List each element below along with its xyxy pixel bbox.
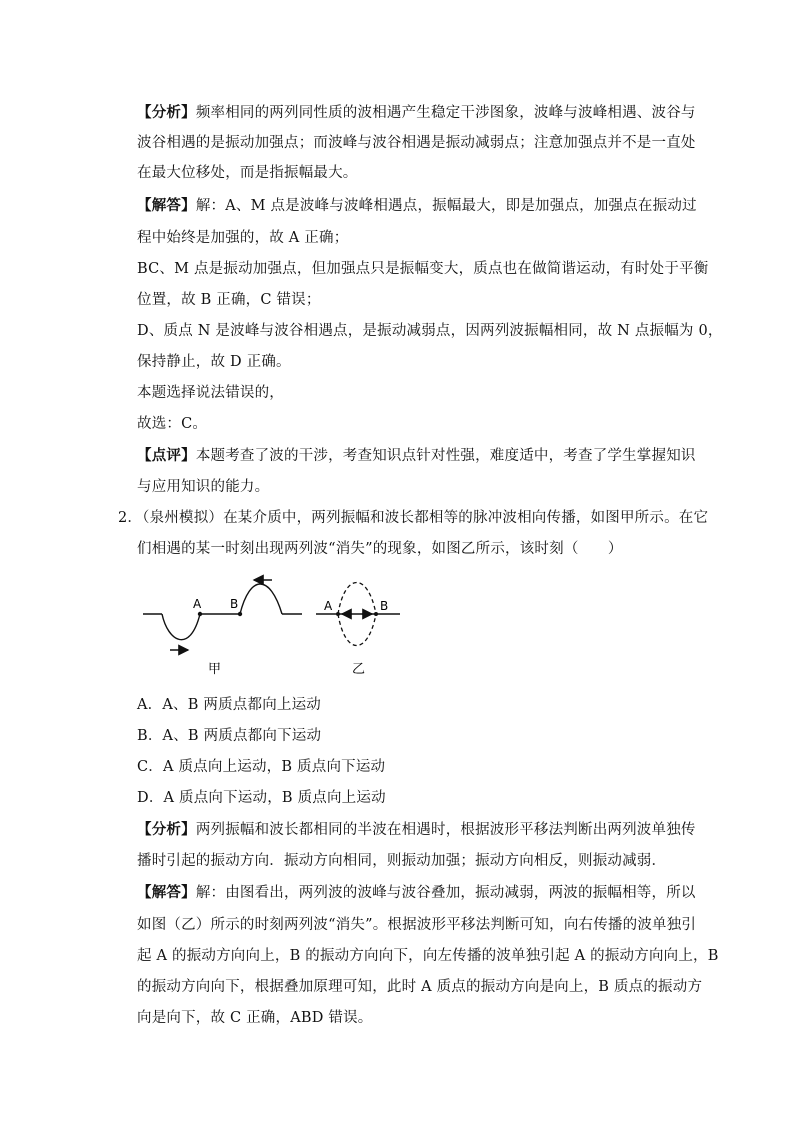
caption-jia: 甲 bbox=[208, 662, 222, 677]
figure-jia bbox=[143, 580, 302, 677]
question-text: （泉州模拟）在某介质中，两列振幅和波长都相等的脉冲波相向传播，如图甲所示。在它 bbox=[142, 510, 709, 526]
option-d: D．A 质点向下运动，B 质点向上运动 bbox=[137, 790, 386, 806]
label-b-yi: B bbox=[380, 599, 389, 613]
solution-1-line-3: BC、M 点是振动加强点，但加强点只是振幅变大，质点也在做简谐运动，有时处于平衡 bbox=[137, 261, 709, 277]
solution-2-line-4: 的振动方向向下，根据叠加原理可知，此时 A 质点的振动方向是向上，B 质点的振动方 bbox=[137, 979, 703, 995]
wave-figure-svg bbox=[140, 570, 410, 685]
solution-1-line-8: 故选：C。 bbox=[137, 416, 208, 432]
question-number: 2． bbox=[118, 510, 143, 526]
solution-tag: 【解答】 bbox=[137, 197, 196, 214]
solution-2-text: 解：由图看出，两列波的波峰与波谷叠加，振动减弱，两波的振幅相等，所以 bbox=[195, 885, 696, 901]
analysis-1-line-2: 波谷相遇的是振动加强点；而波峰与波谷相遇是振动减弱点；注意加强点并不是一直处 bbox=[137, 135, 696, 151]
label-a: A bbox=[193, 597, 202, 611]
option-c: C．A 质点向上运动，B 质点向下运动 bbox=[137, 759, 386, 775]
solution-1-line-6: 保持静止，故 D 正确。 bbox=[137, 354, 291, 370]
point-b-dot bbox=[238, 612, 242, 616]
wave-figure bbox=[140, 570, 410, 685]
label-a-yi: A bbox=[324, 599, 333, 613]
question-2-line-1 bbox=[118, 508, 709, 528]
analysis-text: 频率相同的两列同性质的波相遇产生稳定干涉图象，波峰与波峰相遇、波谷与 bbox=[195, 105, 696, 121]
solution-1-line-2: 程中始终是加强的，故 A 正确； bbox=[137, 230, 349, 246]
wave-trough bbox=[162, 614, 200, 640]
comment-text: 本题考查了波的干涉，考查知识点针对性强，难度适中，考查了学生掌握知识 bbox=[195, 448, 696, 464]
question-2-line-2: 们相遇的某一时刻出现两列波“消失”的现象，如图乙所示，该时刻（ ） bbox=[137, 541, 623, 557]
comment-1-line-2: 与应用知识的能力。 bbox=[137, 479, 270, 495]
analysis-2-tag: 【分析】 bbox=[137, 821, 196, 838]
solution-1-line-4: 位置，故 B 正确，C 错误； bbox=[137, 292, 321, 308]
solution-text: 解：A、M 点是波峰与波峰相遇点，振幅最大，即是加强点，加强点在振动过 bbox=[195, 198, 697, 214]
solution-2-line-2: 如图（乙）所示的时刻两列波“消失”。根据波形平移法判断可知，向右传播的波单独引 bbox=[137, 917, 697, 933]
solution-2-line-1 bbox=[137, 883, 696, 903]
analysis-1-line-1 bbox=[137, 103, 696, 123]
solution-2-line-3: 起 A 的振动方向向上，B 的振动方向向下，向左传播的波单独引起 A 的振动方向向上，B bbox=[137, 948, 719, 964]
analysis-2-text: 两列振幅和波长都相同的半波在相遇时，根据波形平移法判断出两列波单独传 bbox=[195, 822, 696, 838]
analysis-2-line-1 bbox=[137, 820, 696, 840]
analysis-2-line-2: 播时引起的振动方向．振动方向相同，则振动加强；振动方向相反，则振动减弱． bbox=[137, 853, 667, 869]
analysis-1-line-3: 在最大位移处，而是指振幅最大。 bbox=[137, 165, 358, 181]
dashed-crest bbox=[338, 583, 376, 615]
dashed-trough bbox=[338, 614, 376, 646]
solution-1-line-7: 本题选择说法错误的， bbox=[137, 385, 284, 401]
caption-yi: 乙 bbox=[352, 662, 366, 677]
wave-crest bbox=[240, 584, 282, 614]
solution-1-line-1 bbox=[137, 196, 697, 216]
analysis-tag: 【分析】 bbox=[137, 104, 196, 121]
label-b: B bbox=[230, 597, 239, 611]
solution-2-line-5: 向是向下，故 C 正确，ABD 错误。 bbox=[137, 1010, 373, 1026]
comment-tag: 【点评】 bbox=[137, 447, 196, 464]
option-a: A．A、B 两质点都向上运动 bbox=[137, 697, 322, 713]
figure-yi bbox=[316, 583, 400, 678]
option-b: B．A、B 两质点都向下运动 bbox=[137, 728, 322, 744]
solution-2-tag: 【解答】 bbox=[137, 884, 196, 901]
point-a-dot bbox=[198, 612, 202, 616]
solution-1-line-5: D、质点 N 是波峰与波谷相遇点，是振动减弱点，因两列波振幅相同，故 N 点振幅为 0， bbox=[137, 323, 723, 339]
comment-1-line-1 bbox=[137, 446, 696, 466]
